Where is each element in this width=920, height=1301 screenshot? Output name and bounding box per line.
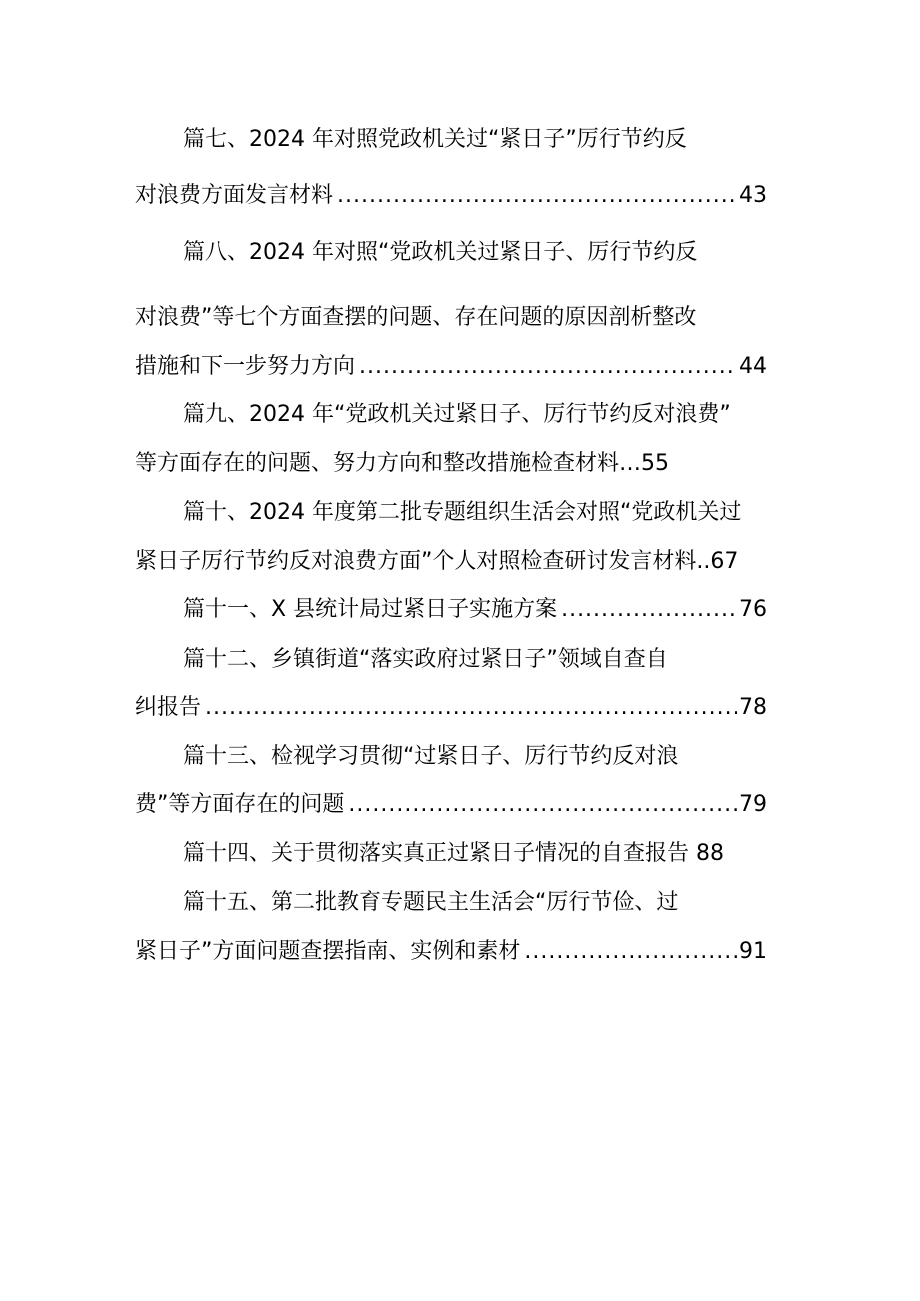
toc-entry-9-line-2[interactable] (135, 449, 767, 479)
toc-entry-text: 对浪费方面发言材料 (135, 183, 334, 208)
toc-entry-14-line-1[interactable] (183, 839, 767, 869)
toc-entry-10-line-1[interactable] (183, 498, 767, 528)
toc-entry-text: 等方面存在的问题、努力方向和整改措施检查材料…55 (135, 451, 669, 476)
page-number: 91 (739, 939, 767, 964)
toc-entry-13-line-2[interactable] (135, 790, 767, 820)
dot-leader (205, 693, 737, 723)
toc-entry-7-line-2[interactable] (135, 181, 767, 211)
toc-entry-text: 篇十五、第二批教育专题民主生活会“厉行节俭、过 (183, 890, 679, 915)
toc-entry-text: 篇九、2024 年“党政机关过紧日子、厉行节约反对浪费” (183, 402, 731, 427)
page-number: 43 (739, 183, 767, 208)
dot-leader (337, 181, 737, 211)
toc-entry-text: 篇八、2024 年对照“党政机关过紧日子、厉行节约反 (183, 240, 698, 265)
page-number: 79 (739, 792, 767, 817)
toc-entry-12-line-2[interactable] (135, 693, 767, 723)
toc-entry-15-line-1[interactable] (183, 888, 767, 918)
toc-entry-11-line-1[interactable] (183, 595, 767, 625)
toc-entry-text: 对浪费”等七个方面查摆的问题、存在问题的原因剖析整改 (135, 305, 697, 330)
dot-leader (561, 595, 737, 625)
toc-entry-13-line-1[interactable] (183, 742, 767, 772)
toc-entry-8-line-3[interactable] (135, 352, 767, 382)
toc-entry-text: 篇十一、X 县统计局过紧日子实施方案 (183, 597, 558, 622)
toc-entry-text: 篇十二、乡镇街道“落实政府过紧日子”领域自查自 (183, 647, 668, 672)
toc-entry-text: 篇十四、关于贯彻落实真正过紧日子情况的自查报告 88 (183, 841, 724, 866)
toc-entry-text: 费”等方面存在的问题 (135, 792, 345, 817)
toc-entry-text: 紧日子”方面问题查摆指南、实例和素材 (135, 939, 521, 964)
page-number: 78 (739, 695, 767, 720)
dot-leader (348, 790, 737, 820)
toc-entry-10-line-2[interactable] (135, 547, 767, 577)
toc-entry-text: 篇十三、检视学习贯彻“过紧日子、厉行节约反对浪 (183, 744, 679, 769)
toc-entry-12-line-1[interactable] (183, 645, 767, 675)
toc-entry-text: 篇十、2024 年度第二批专题组织生活会对照“党政机关过 (183, 500, 742, 525)
toc-entry-text: 紧日子厉行节约反对浪费方面”个人对照检查研讨发言材料..67 (135, 549, 739, 574)
toc-entry-text: 措施和下一步努力方向 (135, 354, 356, 379)
toc-entry-text: 纠报告 (135, 695, 202, 720)
toc-entry-15-line-2[interactable] (135, 937, 767, 967)
page-number: 44 (739, 354, 767, 379)
toc-entry-8-line-2[interactable] (135, 303, 767, 333)
dot-leader (524, 937, 737, 967)
dot-leader (359, 352, 737, 382)
toc-entry-8-line-1[interactable] (183, 238, 767, 268)
page-number: 76 (739, 597, 767, 622)
toc-entry-text: 篇七、2024 年对照党政机关过“紧日子”厉行节约反 (183, 127, 687, 152)
toc-entry-7-line-1[interactable] (183, 125, 767, 155)
toc-entry-9-line-1[interactable] (183, 400, 767, 430)
